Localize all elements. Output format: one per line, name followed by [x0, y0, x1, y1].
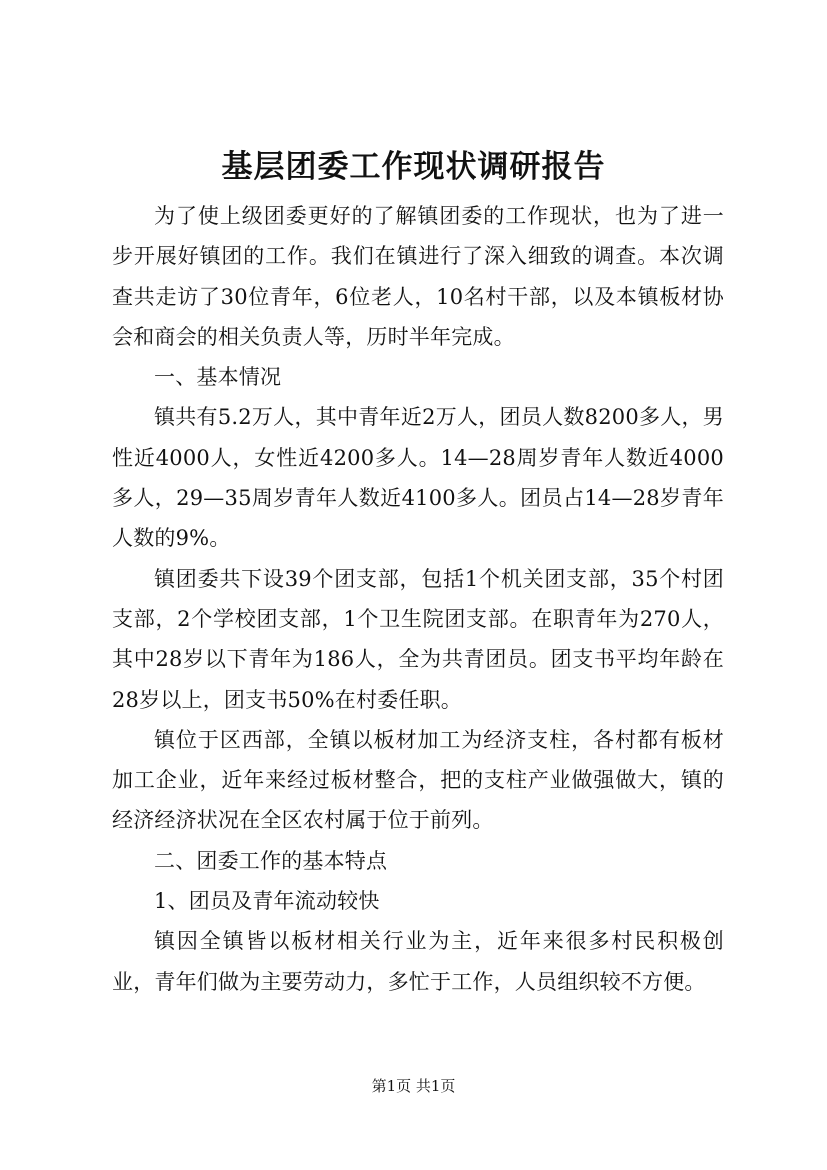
page-footer: 第1页 共1页	[371, 1077, 456, 1095]
paragraph-intro: 为了使上级团委更好的了解镇团委的工作现状，也为了进一步开展好镇团的工作。我们在镇进行了深入细致的调查。本次调查共走访了30位青年，6位老人，10名村干部，以及本镇板材协会和商会的相关负责人等，历时半年完成。	[112, 204, 724, 349]
document-title: 基层团委工作现状调研报告	[221, 149, 606, 185]
subheading-mobility: 1、团员及青年流动较快	[154, 889, 380, 914]
paragraph-population: 镇共有5.2万人，其中青年近2万人，团员人数8200多人，男性近4000人，女性近4200多人。14—28周岁青年人数近4000多人，29—35周岁青年人数近4100多人。团员占14—28岁青年人数的9%。	[112, 405, 724, 551]
section-heading-basic-situation: 一、基本情况	[154, 365, 282, 390]
paragraph-branches: 镇团委共下设39个团支部，包括1个机关团支部，35个村团支部，2个学校团支部，1个卫生院团支部。在职青年为270人，其中28岁以下青年为186人，全为共青团员。团支书平均年龄在28岁以上，团支书50%在村委任职。	[112, 566, 724, 712]
document-body	[112, 196, 724, 1002]
paragraph-economy: 镇位于区西部，全镇以板材加工为经济支柱，各村都有板材加工企业，近年来经过板材整合，把的支柱产业做强做大，镇的经济经济状况在全区农村属于位于前列。	[112, 727, 724, 833]
paragraph-mobility: 镇因全镇皆以板材相关行业为主，近年来很多村民积极创业，青年们做为主要劳动力，多忙于工作，人员组织较不方便。	[112, 929, 724, 994]
section-heading-features: 二、团委工作的基本特点	[154, 848, 388, 873]
